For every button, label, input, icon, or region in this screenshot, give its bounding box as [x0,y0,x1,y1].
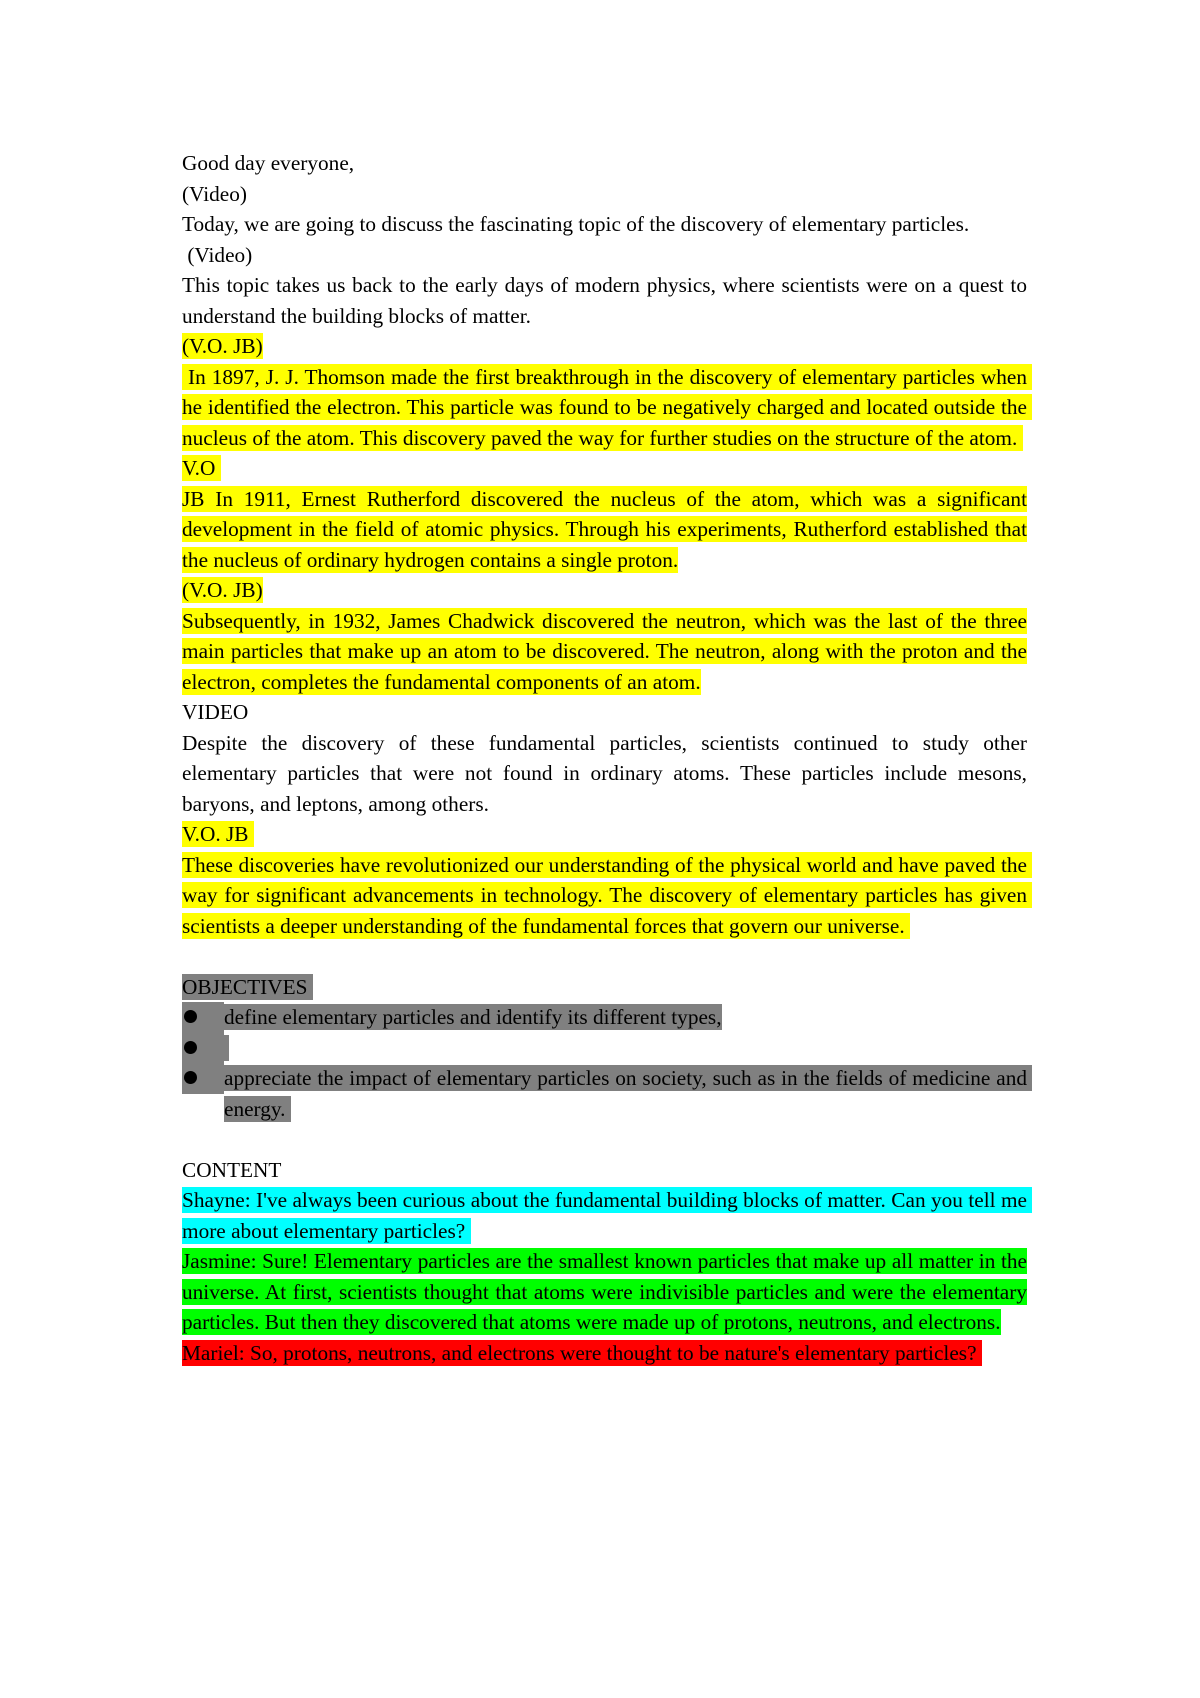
bullet-icon [182,1063,224,1094]
voiceover-paragraph [182,484,1027,576]
voiceover-cue-text: V.O [182,456,221,480]
bullet-icon [182,1002,224,1033]
objectives-heading-text: OBJECTIVES [182,974,313,999]
video-cue: (Video) [182,242,253,267]
document-page [182,148,1033,1368]
objective-text-highlight: appreciate the impact of elementary particles on society, such as in the fields of medicine and energy. [224,1066,1033,1121]
objective-item [182,1002,1027,1033]
video-cue: VIDEO [182,700,249,724]
voiceover-cue [182,819,1027,850]
video-cue: (Video) [182,181,247,206]
objective-text [224,1063,1033,1124]
dialogue-mariel: Mariel: So, protons, neutrons, and electrons were thought to be nature's elementary particles? [182,1340,982,1365]
voiceover-cue [182,453,1027,484]
dialogue-jasmine: Jasmine: Sure! Elementary particles are the smallest known particles that make up all matter in the universe. At first, scientists thought that atoms were indivisible particles and were the elementary particles. But then they discovered that atoms were made up of protons, neutrons, and electrons. [182,1249,1027,1334]
objective-text-highlight [224,1035,229,1061]
dialogue-line [182,1185,1033,1246]
bullet-icon [182,1033,224,1064]
voiceover-paragraph [182,850,1033,942]
blank-line [182,1124,1027,1155]
objective-text [224,1002,1027,1033]
intro-paragraph: Today, we are going to discuss the fascinating topic of the discovery of elementary particles. [182,212,970,236]
blank-line [182,941,1027,972]
objective-item [182,1033,1027,1064]
dialogue-line [182,1246,1027,1338]
voiceover-paragraph [182,606,1027,698]
objectives-heading [182,972,1027,1003]
intro-paragraph: This topic takes us back to the early days of modern physics, where scientists were on a quest to understand the building blocks of matter. [182,273,1027,328]
objective-item [182,1063,1033,1124]
voiceover-paragraph [182,362,1033,454]
voiceover-paragraph-text: Subsequently, in 1932, James Chadwick discovered the neutron, which was the last of the three main particles that make up an atom to be discovered. The neutron, along with the proton and the electron, completes the fundamental components of an atom. [182,608,1027,694]
objectives-list [182,1002,1033,1124]
objective-text-highlight: define elementary particles and identify its different types, [224,1005,722,1029]
voiceover-cue-text: V.O. JB [182,822,254,846]
voiceover-cue-text: (V.O. JB) [182,578,263,602]
dialogue-shayne: Shayne: I've always been curious about the fundamental building blocks of matter. Can you tell me more about elementary particles? [182,1188,1033,1243]
objective-text [224,1033,1027,1064]
greeting: Good day everyone, [182,151,355,175]
voiceover-cue [182,331,1027,362]
voiceover-cue-text: (V.O. JB) [182,334,263,358]
dialogue-line [182,1338,1027,1369]
video-paragraph: Despite the discovery of these fundamental particles, scientists continued to study other elementary particles that were not found in ordinary atoms. These particles include mesons, baryons, and leptons, among others. [182,730,1027,816]
content-heading: CONTENT [182,1157,282,1182]
voiceover-paragraph-text: JB In 1911, Ernest Rutherford discovered the nucleus of the atom, which was a significant development in the field of atomic physics. Through his experiments, Rutherford established that the nucleus of ordinary hydrogen contains a single proton. [182,486,1027,572]
voiceover-paragraph-text: These discoveries have revolutionized our understanding of the physical world and have paved the way for significant advancements in technology. The discovery of elementary particles has given scientists a deeper understanding of the fundamental forces that govern our universe. [182,852,1033,938]
voiceover-paragraph-text: In 1897, J. J. Thomson made the first breakthrough in the discovery of elementary particles when he identified the electron. This particle was found to be negatively charged and located outside the nucleus of the atom. This discovery paved the way for further studies on the structure of the atom. [182,364,1033,450]
voiceover-cue [182,575,1027,606]
